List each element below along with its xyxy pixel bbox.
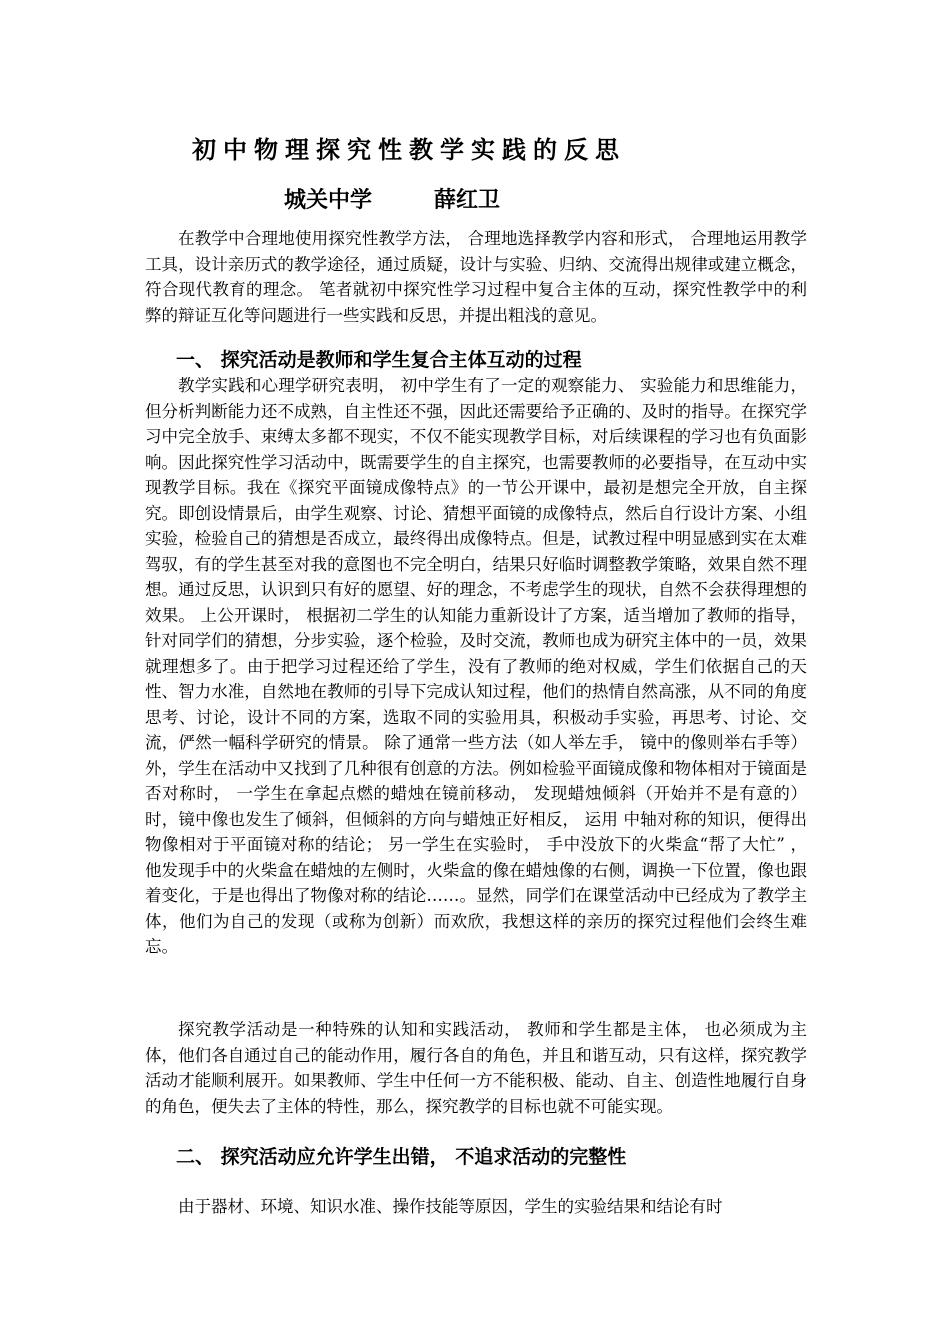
section-1-heading: 一、 探究活动是教师和学生复合主体互动的过程 <box>176 349 582 371</box>
section-2-heading: 二、 探究活动应允许学生出错， 不追求活动的完整性 <box>176 1146 627 1168</box>
section-1-paragraph-2: 探究教学活动是一种特殊的认知和实践活动， 教师和学生都是主体， 也必须成为主体，他们各自通过自己的能动作用，履行各自的角色，并且和谐互动，只有这样，探究教学活动才能顺利展开。如果教师、学生中任何一方不能积极、能动、自主、创造性地履行自身的角色，便失去了主体的特性，那么，探究教学的目标也就不可能实现。 <box>145 1020 807 1116</box>
author-name: 薛红卫 <box>434 187 501 213</box>
intro-paragraph: 在教学中合理地使用探究性教学方法， 合理地选择教学内容和形式， 合理地运用教学工具，设计亲历式的教学途径，通过质疑，设计与实验、归纳、交流得出规律或建立概念， 符合现代教育的理念。 笔者就初中探究性学习过程中复合主体的互动，探究性教学中的利弊的辩证互化等问题进行一些实践和反思，并提出粗浅的意见。 <box>145 229 807 325</box>
section-1-paragraph-1: 教学实践和心理学研究表明， 初中学生有了一定的观察能力、 实验能力和思维能力，但分析判断能力还不成熟，自主性还不强，因此还需要给予正确的、及时的指导。在探究学习中完全放手、束缚太多都不现实，不仅不能实现教学目标，对后续课程的学习也有负面影响。因此探究性学习活动中，既需要学生的自主探究，也需要教师的必要指导，在互动中实现教学目标。我在《探究平面镜成像特点》的一节公开课中，最初是想完全开放，自主探究。即创设情景后，由学生观察、讨论、猜想平面镜的成像特点，然后自行设计方案、小组实验，检验自己的猜想是否成立，最终得出成像特点。但是，试教过程中明显感到实在太难驾驭，有的学生甚至对我的意图也不完全明白，结果只好临时调整教学策略，效果自然不理想。通过反思，认识到只有好的愿望、好的理念，不考虑学生的现状，自然不会获得理想的效果。 上公开课时， 根据初二学生的认知能力重新设计了方案，适当增加了教师的指导，针对同学们的猜想，分步实验，逐个检验，及时交流，教师也成为研究主体中的一员，效果就理想多了。由于把学习过程还给了学生，没有了教师的绝对权威，学生们依据自己的天性、智力水准，自然地在教师的引导下完成认知过程，他们的热情自然高涨，从不同的角度思考、讨论，设计不同的方案，选取不同的实验用具，积极动手实验，再思考、讨论、交流，俨然一幅科学研究的情景。 除了通常一些方法（如人举左手， 镜中的像则举右手等）外，学生在活动中又找到了几种很有创意的方法。例如检验平面镜成像和物体相对于镜面是否对称时， 一学生在拿起点燃的蜡烛在镜前移动， 发现蜡烛倾斜（开始并不是有意的）时，镜中像也发生了倾斜，但倾斜的方向与蜡烛正好相反， 运用 中轴对称的知识，便得出物像相对于平面镜对称的结论； 另一学生在实验时， 手中没放下的火柴盒“帮了大忙” ， 他发现手中的火柴盒在蜡烛的左侧时，火柴盒的像在蜡烛像的右侧，调换一下位置，像也跟着变化，于是也得出了物像对称的结论……。显然，同学们在课堂活动中已经成为了教学主体，他们为自己的发现（或称为创新）而欢欣，我想这样的亲历的探究过程他们会终生难忘。 <box>145 376 807 956</box>
document-title: 初中物理探究性教学实践的反思 <box>192 135 626 164</box>
author-line <box>284 184 500 216</box>
author-school: 城关中学 <box>284 187 373 213</box>
section-2-paragraph-1: 由于器材、环境、知识水准、操作技能等原因，学生的实验结果和结论有时 <box>178 1197 723 1216</box>
